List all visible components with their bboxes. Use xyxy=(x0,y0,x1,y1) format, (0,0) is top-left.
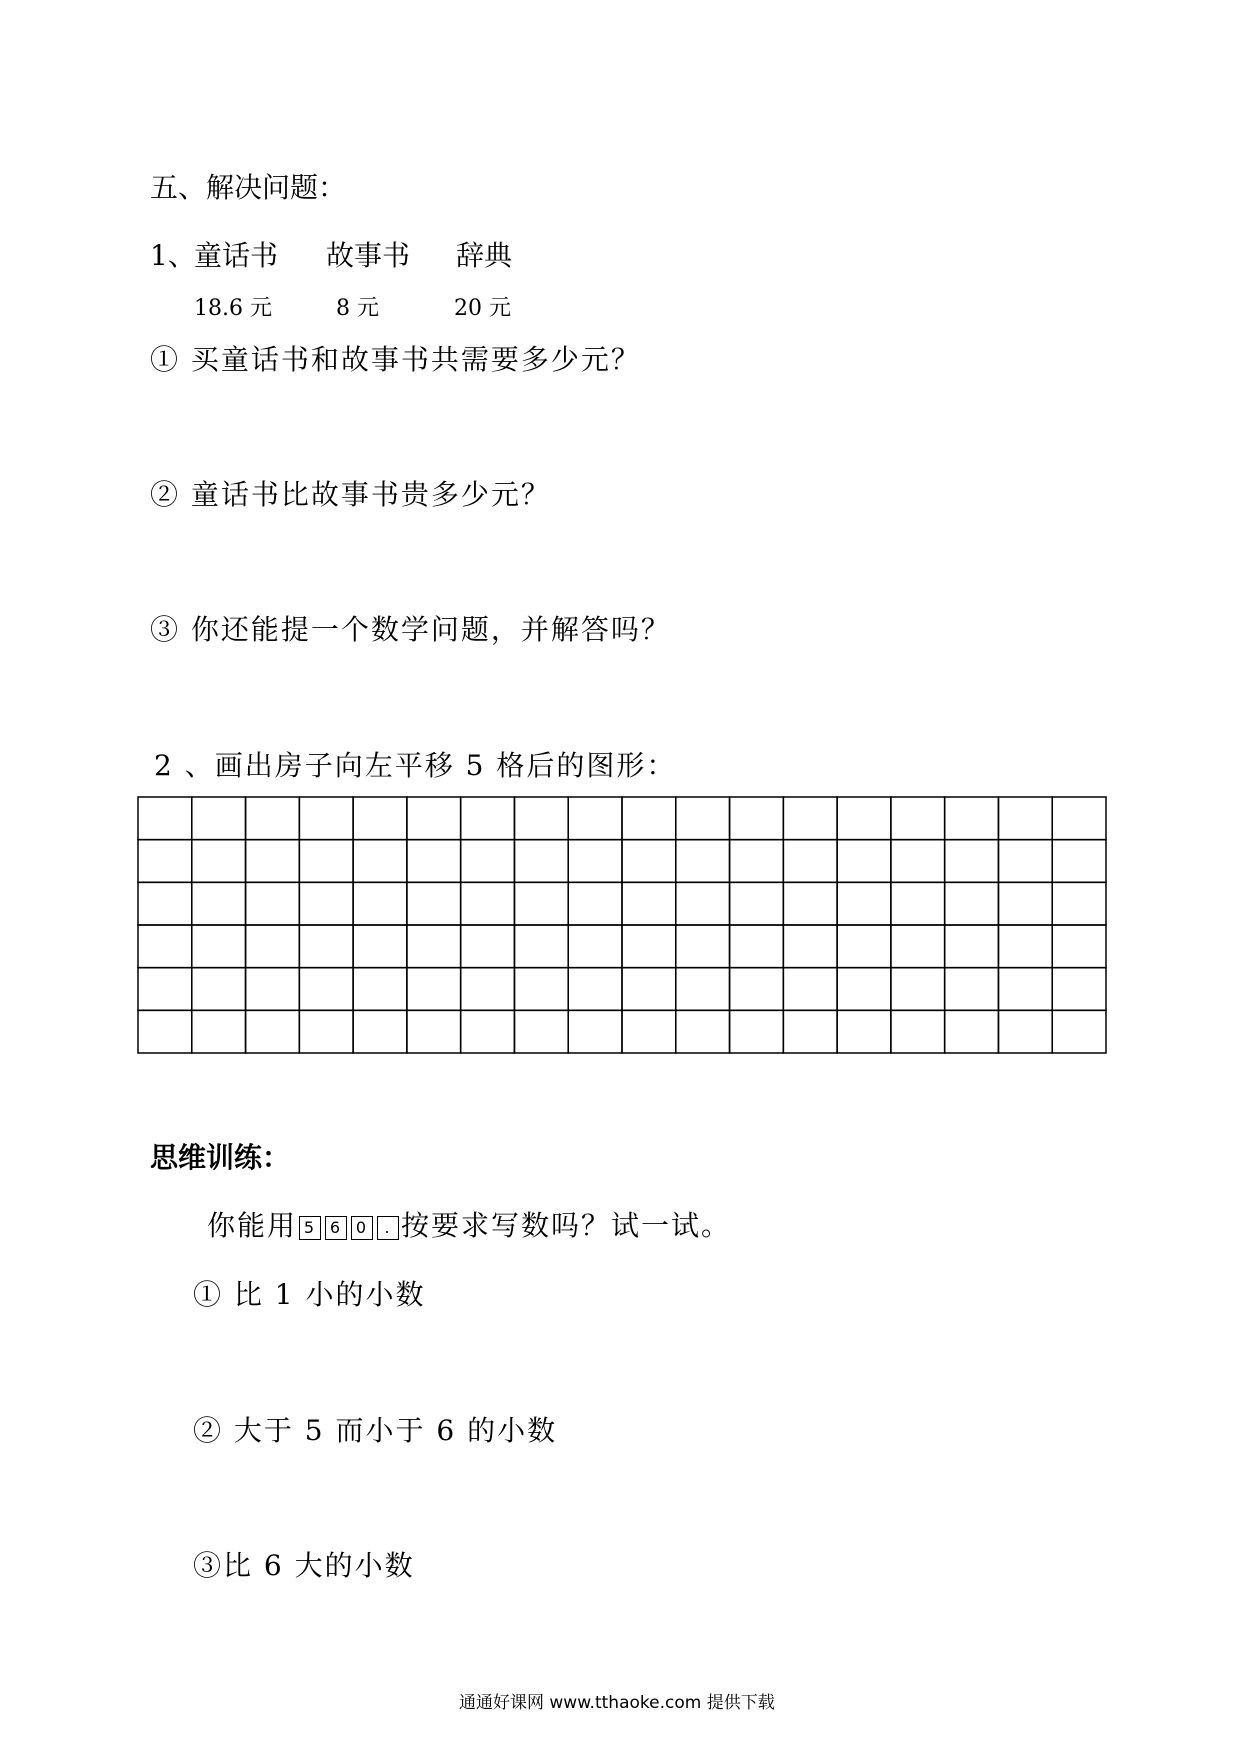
grid-cell xyxy=(622,968,676,1011)
grid-cell xyxy=(407,1010,461,1053)
grid-cell xyxy=(353,1010,407,1053)
grid-cell xyxy=(299,925,353,968)
grid-cell xyxy=(676,882,730,925)
grid-cell xyxy=(837,925,891,968)
grid-cell xyxy=(353,925,407,968)
thinking-title: 思维训练： xyxy=(150,1141,291,1174)
grid-cell xyxy=(461,797,515,840)
grid-cell xyxy=(676,797,730,840)
grid-cell xyxy=(246,882,300,925)
grid-cell xyxy=(138,882,192,925)
grid-cell xyxy=(783,968,837,1011)
grid-cell xyxy=(568,968,622,1011)
grid-cell xyxy=(945,797,999,840)
grid-cell xyxy=(407,840,461,883)
grid-cell xyxy=(998,840,1052,883)
grid-cell xyxy=(1052,882,1106,925)
grid-cell xyxy=(998,968,1052,1011)
sub-question-3: ③ 你还能提一个数学问题，并解答吗？ xyxy=(150,613,671,646)
grid-cell xyxy=(407,968,461,1011)
grid-cell xyxy=(891,797,945,840)
thinking-intro-after: 按要求写数吗？试一试。 xyxy=(401,1209,732,1242)
grid-cell xyxy=(246,840,300,883)
grid-cell xyxy=(299,968,353,1011)
grid-cell xyxy=(1052,840,1106,883)
grid-cell xyxy=(353,968,407,1011)
grid-cell xyxy=(730,925,784,968)
grid-cell xyxy=(299,882,353,925)
grid-cell xyxy=(514,925,568,968)
grid-cell xyxy=(514,797,568,840)
grid-cell xyxy=(998,797,1052,840)
grid-cell xyxy=(622,1010,676,1053)
grid-cell xyxy=(299,840,353,883)
grid-cell xyxy=(730,797,784,840)
square-grid xyxy=(137,796,1107,1054)
grid-cell xyxy=(837,1010,891,1053)
grid-cell xyxy=(945,968,999,1011)
grid-cell xyxy=(192,1010,246,1053)
grid-cell xyxy=(514,882,568,925)
grid-cell xyxy=(730,840,784,883)
grid-cell xyxy=(837,968,891,1011)
grid-cell xyxy=(676,925,730,968)
grid-cell xyxy=(783,925,837,968)
item-fairy-tale-book: 童话书 xyxy=(194,239,279,272)
item-dictionary: 辞典 xyxy=(456,239,513,272)
grid-cell xyxy=(407,882,461,925)
grid-cell xyxy=(353,882,407,925)
grid-cell xyxy=(891,840,945,883)
grid-cell xyxy=(1052,925,1106,968)
grid-cell xyxy=(945,1010,999,1053)
question-2-text: 2 、画出房子向左平移 5 格后的图形： xyxy=(154,749,677,782)
grid-cell xyxy=(461,925,515,968)
grid-cell xyxy=(407,797,461,840)
grid-cell xyxy=(461,968,515,1011)
grid-cell xyxy=(192,882,246,925)
grid-cell xyxy=(192,840,246,883)
thinking-item-3: ③比 6 大的小数 xyxy=(193,1549,415,1582)
grid-cell xyxy=(514,1010,568,1053)
price-story-book: 8 元 xyxy=(336,296,379,321)
digit-card-dot: . xyxy=(377,1216,399,1240)
digit-card-0: 0 xyxy=(351,1216,373,1240)
item-story-book: 故事书 xyxy=(326,239,411,272)
grid-cell xyxy=(246,925,300,968)
price-dictionary: 20 元 xyxy=(454,296,511,321)
grid-cell xyxy=(837,882,891,925)
sub-question-2: ② 童话书比故事书贵多少元？ xyxy=(150,478,551,511)
grid-cell xyxy=(246,1010,300,1053)
grid-cell xyxy=(622,840,676,883)
thinking-item-2: ② 大于 5 而小于 6 的小数 xyxy=(193,1414,558,1447)
grid-cell xyxy=(676,840,730,883)
sub-question-1: ① 买童话书和故事书共需要多少元？ xyxy=(150,343,641,376)
grid-cell xyxy=(891,925,945,968)
grid-cell xyxy=(299,1010,353,1053)
grid-cell xyxy=(514,968,568,1011)
grid-cell xyxy=(676,968,730,1011)
grid-cell xyxy=(461,882,515,925)
grid-cell xyxy=(138,925,192,968)
grid-cell xyxy=(998,882,1052,925)
grid-cell xyxy=(622,882,676,925)
grid-cell xyxy=(353,797,407,840)
grid-cell xyxy=(783,1010,837,1053)
grid-cell xyxy=(783,882,837,925)
grid-cell xyxy=(622,925,676,968)
grid-cell xyxy=(568,882,622,925)
grid-cell xyxy=(138,840,192,883)
grid-cell xyxy=(407,925,461,968)
grid-cell xyxy=(783,797,837,840)
grid-cell xyxy=(138,797,192,840)
grid-cell xyxy=(514,840,568,883)
grid-cell xyxy=(299,797,353,840)
grid-cell xyxy=(568,840,622,883)
grid-cell xyxy=(1052,797,1106,840)
grid-cell xyxy=(1052,968,1106,1011)
grid-cell xyxy=(192,968,246,1011)
grid-cell xyxy=(192,797,246,840)
grid-cell xyxy=(353,840,407,883)
price-fairy-tale-book: 18.6 元 xyxy=(194,296,272,321)
digit-card-5: 5 xyxy=(299,1216,321,1240)
grid-cell xyxy=(837,797,891,840)
thinking-intro-before: 你能用 xyxy=(207,1209,298,1242)
grid-cell xyxy=(945,840,999,883)
grid-cell xyxy=(783,840,837,883)
thinking-intro xyxy=(207,1204,731,1244)
question-1-label: 1、 xyxy=(150,239,196,272)
grid-cell xyxy=(192,925,246,968)
grid-cell xyxy=(568,797,622,840)
grid-cell xyxy=(138,968,192,1011)
grid-cell xyxy=(1052,1010,1106,1053)
grid-cell xyxy=(891,968,945,1011)
grid-cell xyxy=(730,968,784,1011)
grid-cell xyxy=(138,1010,192,1053)
grid-cell xyxy=(622,797,676,840)
grid-cell xyxy=(568,925,622,968)
grid-cell xyxy=(945,882,999,925)
grid-cell xyxy=(730,882,784,925)
grid-cell xyxy=(461,1010,515,1053)
grid-cell xyxy=(730,1010,784,1053)
grid-cell xyxy=(891,1010,945,1053)
footer-credit: 通通好课网 www.tthaoke.com 提供下载 xyxy=(459,1693,775,1713)
grid-cell xyxy=(461,840,515,883)
grid-cell xyxy=(998,925,1052,968)
grid-cell xyxy=(246,968,300,1011)
grid-cell xyxy=(246,797,300,840)
grid-cell xyxy=(676,1010,730,1053)
grid-cell xyxy=(837,840,891,883)
digit-card-6: 6 xyxy=(325,1216,347,1240)
thinking-item-1: ① 比 1 小的小数 xyxy=(193,1278,426,1311)
grid-cell xyxy=(568,1010,622,1053)
grid-cell xyxy=(998,1010,1052,1053)
section-title: 五、解决问题： xyxy=(150,171,347,204)
grid-cell xyxy=(945,925,999,968)
grid-cell xyxy=(891,882,945,925)
